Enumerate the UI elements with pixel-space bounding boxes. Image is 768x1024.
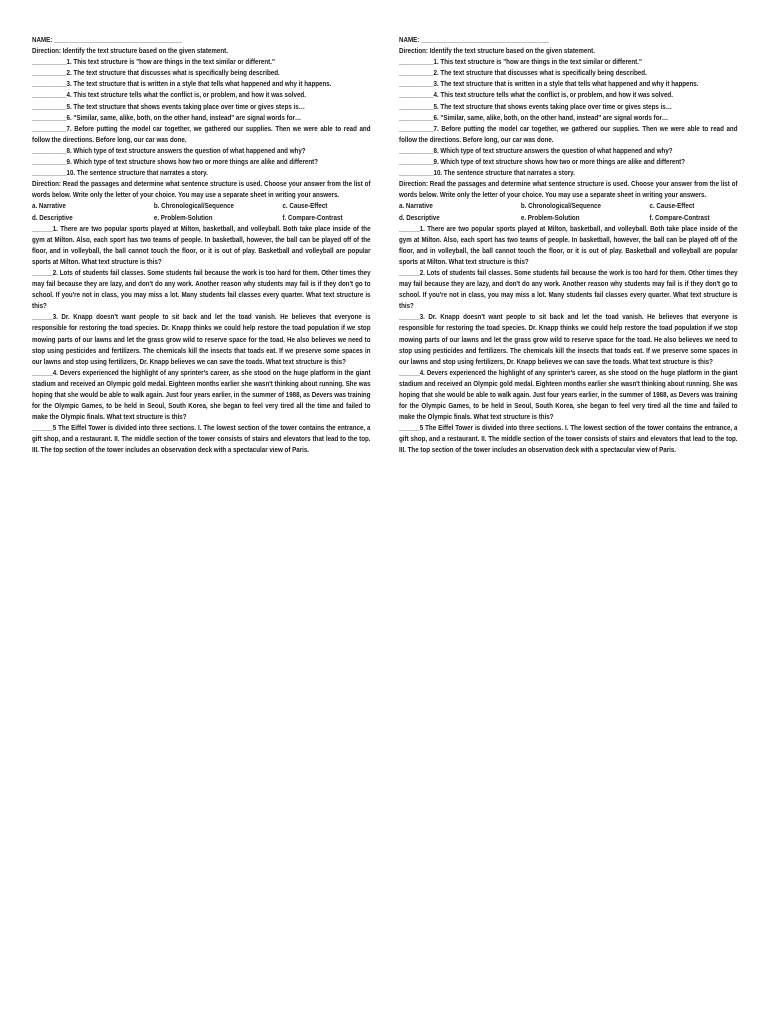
- question-item: __________2. The text structure that discusses what is specifically being described.: [399, 68, 647, 78]
- question-item: __________3. The text structure that is written in a style that tells what happened and why it happens.: [32, 79, 332, 89]
- question-item: __________9. Which type of text structure shows how two or more things are alike and different?: [399, 157, 685, 167]
- question-item: __________6. "Similar, same, alike, both, on the other hand, instead" are signal words for…: [399, 112, 669, 122]
- answer-choices: [32, 200, 371, 222]
- direction-identify: Direction: Identify the text structure based on the given statement.: [32, 46, 228, 56]
- question-item: __________8. Which type of text structure answers the question of what happened and why?: [32, 145, 306, 155]
- question-item: __________5. The text structure that shows events taking place over time or gives steps is…: [32, 101, 305, 111]
- choice-option: a. Narrative: [32, 201, 66, 211]
- choice-option: e. Problem-Solution: [153, 212, 213, 222]
- choice-option: f. Compare-Contrast: [282, 212, 343, 222]
- passage: ______2. Lots of students fail classes. Some students fail because the work is too hard for them. Other times they may fail because they are lazy, and don't do any work. Another reason why students may fail is if they don't go to school. If you're not in class, you may miss a lot. Many students fail classes every quarter. What text structure is this?: [32, 267, 371, 311]
- question-item: __________3. The text structure that is written in a style that tells what happened and why it happens.: [399, 79, 699, 89]
- worksheet-right: [399, 34, 738, 456]
- question-item: __________4. This text structure tells what the conflict is, or problem, and how it was solved.: [32, 90, 306, 100]
- worksheet-left: [32, 34, 371, 456]
- question-item: __________4. This text structure tells what the conflict is, or problem, and how it was solved.: [399, 90, 673, 100]
- direction-passages: Direction: Read the passages and determine what sentence structure is used. Choose your answer from the list of words below. Write only the letter of your choice. You may use a separate sheet in writing your answers.: [32, 179, 371, 200]
- passage: ______3. Dr. Knapp doesn't want people to sit back and let the toad vanish. He believes that everyone is responsible for restoring the toad species. Dr. Knapp thinks we could help restore the toad population if we stop mowing parts of our lawns and let the grass grow wild to reserve space for the toad. He also believes we need to stop using pesticides and fertilizers. The chemicals kill the insects that toads eat. If we preserve some spaces in our lawns and stop using fertilizers, Dr. Knapp believes we can save the toads. What text structure is this?: [399, 312, 738, 366]
- passage: ______1. There are two popular sports played at Milton, basketball, and volleyball. Both take place inside of the gym at Milton. Also, each sport has two teams of people. In basketball, however, the ball can be played off of the floor, and in volleyball, the ball cannot touch the floor, or it is out of play. Basketball and volleyball are popular sports at Milton. What text structure is this?: [399, 223, 738, 266]
- question-item: __________7. Before putting the model car together, we gathered our supplies. Then we were able to read and follow the directions. Before long, our car was done.: [32, 123, 371, 144]
- passage: ______3. Dr. Knapp doesn't want people to sit back and let the toad vanish. He believes that everyone is responsible for restoring the toad species. Dr. Knapp thinks we could help restore the toad population if we stop mowing parts of our lawns and let the grass grow wild to reserve space for the toad. He also believes we need to stop using pesticides and fertilizers. The chemicals kill the insects that toads eat. If we preserve some spaces in our lawns and stop using fertilizers, Dr. Knapp believes we can save the toads. What text structure is this?: [32, 312, 371, 366]
- passage: ______5 The Eiffel Tower is divided into three sections. I. The lowest section of the tower contains the entrance, a gift shop, and a restaurant. II. The middle section of the tower consists of stairs and elevators that lead to the top. III. The top section of the tower includes an observation deck with a spectacular view of Paris.: [399, 423, 738, 455]
- direction-passages: Direction: Read the passages and determine what sentence structure is used. Choose your answer from the list of words below. Write only the letter of your choice. You may use a separate sheet in writing your answers.: [399, 179, 738, 200]
- direction-identify: Direction: Identify the text structure based on the given statement.: [399, 46, 595, 56]
- question-item: __________10. The sentence structure that narrates a story.: [399, 168, 575, 178]
- answer-choices: [399, 200, 738, 222]
- choice-option: f. Compare-Contrast: [649, 212, 710, 222]
- choice-option: d. Descriptive: [32, 212, 73, 222]
- question-item: __________6. "Similar, same, alike, both, on the other hand, instead" are signal words for…: [32, 112, 302, 122]
- question-item: __________2. The text structure that discusses what is specifically being described.: [32, 68, 280, 78]
- passage: ______5 The Eiffel Tower is divided into three sections. I. The lowest section of the tower contains the entrance, a gift shop, and a restaurant. II. The middle section of the tower consists of stairs and elevators that lead to the top. III. The top section of the tower includes an observation deck with a spectacular view of Paris.: [32, 423, 371, 455]
- question-item: __________7. Before putting the model car together, we gathered our supplies. Then we were able to read and follow the directions. Before long, our car was done.: [399, 123, 738, 144]
- passage: ______4. Devers experienced the highlight of any sprinter's career, as she stood on the huge platform in the giant stadium and received an Olympic gold medal. Eighteen months earlier she wasn't thinking about running. She was hoping that she would be able to walk again. Just four years earlier, in the summer of 1988, as Devers was training for the Olympic Games, to be held in Seoul, South Korea, she began to feel very tired all the time and failed to make the Olympic finals. What text structure is this?: [399, 367, 738, 422]
- question-item: __________10. The sentence structure that narrates a story.: [32, 168, 208, 178]
- name-line: NAME: _____________________________________: [32, 35, 182, 44]
- name-line: NAME: _____________________________________: [399, 35, 549, 44]
- choice-option: c. Cause-Effect: [282, 201, 328, 211]
- passage: ______2. Lots of students fail classes. Some students fail because the work is too hard for them. Other times they may fail because they are lazy, and don't do any work. Another reason why students may fail is if they don't go to school. If you're not in class, you may miss a lot. Many students fail classes every quarter. What text structure is this?: [399, 267, 738, 311]
- passage: ______1. There are two popular sports played at Milton, basketball, and volleyball. Both take place inside of the gym at Milton. Also, each sport has two teams of people. In basketball, however, the ball can be played off of the floor, and in volleyball, the ball cannot touch the floor, or it is out of play. Basketball and volleyball are popular sports at Milton. What text structure is this?: [32, 223, 371, 266]
- choice-option: a. Narrative: [399, 201, 433, 211]
- question-item: __________1. This text structure is "how are things in the text similar or different.": [32, 57, 275, 67]
- question-item: __________8. Which type of text structure answers the question of what happened and why?: [399, 145, 673, 155]
- question-item: __________1. This text structure is "how are things in the text similar or different.": [399, 57, 642, 67]
- choice-option: e. Problem-Solution: [520, 212, 580, 222]
- choice-option: b. Chronological/Sequence: [520, 201, 601, 211]
- question-item: __________5. The text structure that shows events taking place over time or gives steps is…: [399, 101, 672, 111]
- choice-option: d. Descriptive: [399, 212, 440, 222]
- question-item: __________9. Which type of text structure shows how two or more things are alike and different?: [32, 157, 318, 167]
- choice-option: b. Chronological/Sequence: [153, 201, 234, 211]
- passage: ______4. Devers experienced the highlight of any sprinter's career, as she stood on the huge platform in the giant stadium and received an Olympic gold medal. Eighteen months earlier she wasn't thinking about running. She was hoping that she would be able to walk again. Just four years earlier, in the summer of 1988, as Devers was training for the Olympic Games, to be held in Seoul, South Korea, she began to feel very tired all the time and failed to make the Olympic finals. What text structure is this?: [32, 367, 371, 422]
- choice-option: c. Cause-Effect: [649, 201, 695, 211]
